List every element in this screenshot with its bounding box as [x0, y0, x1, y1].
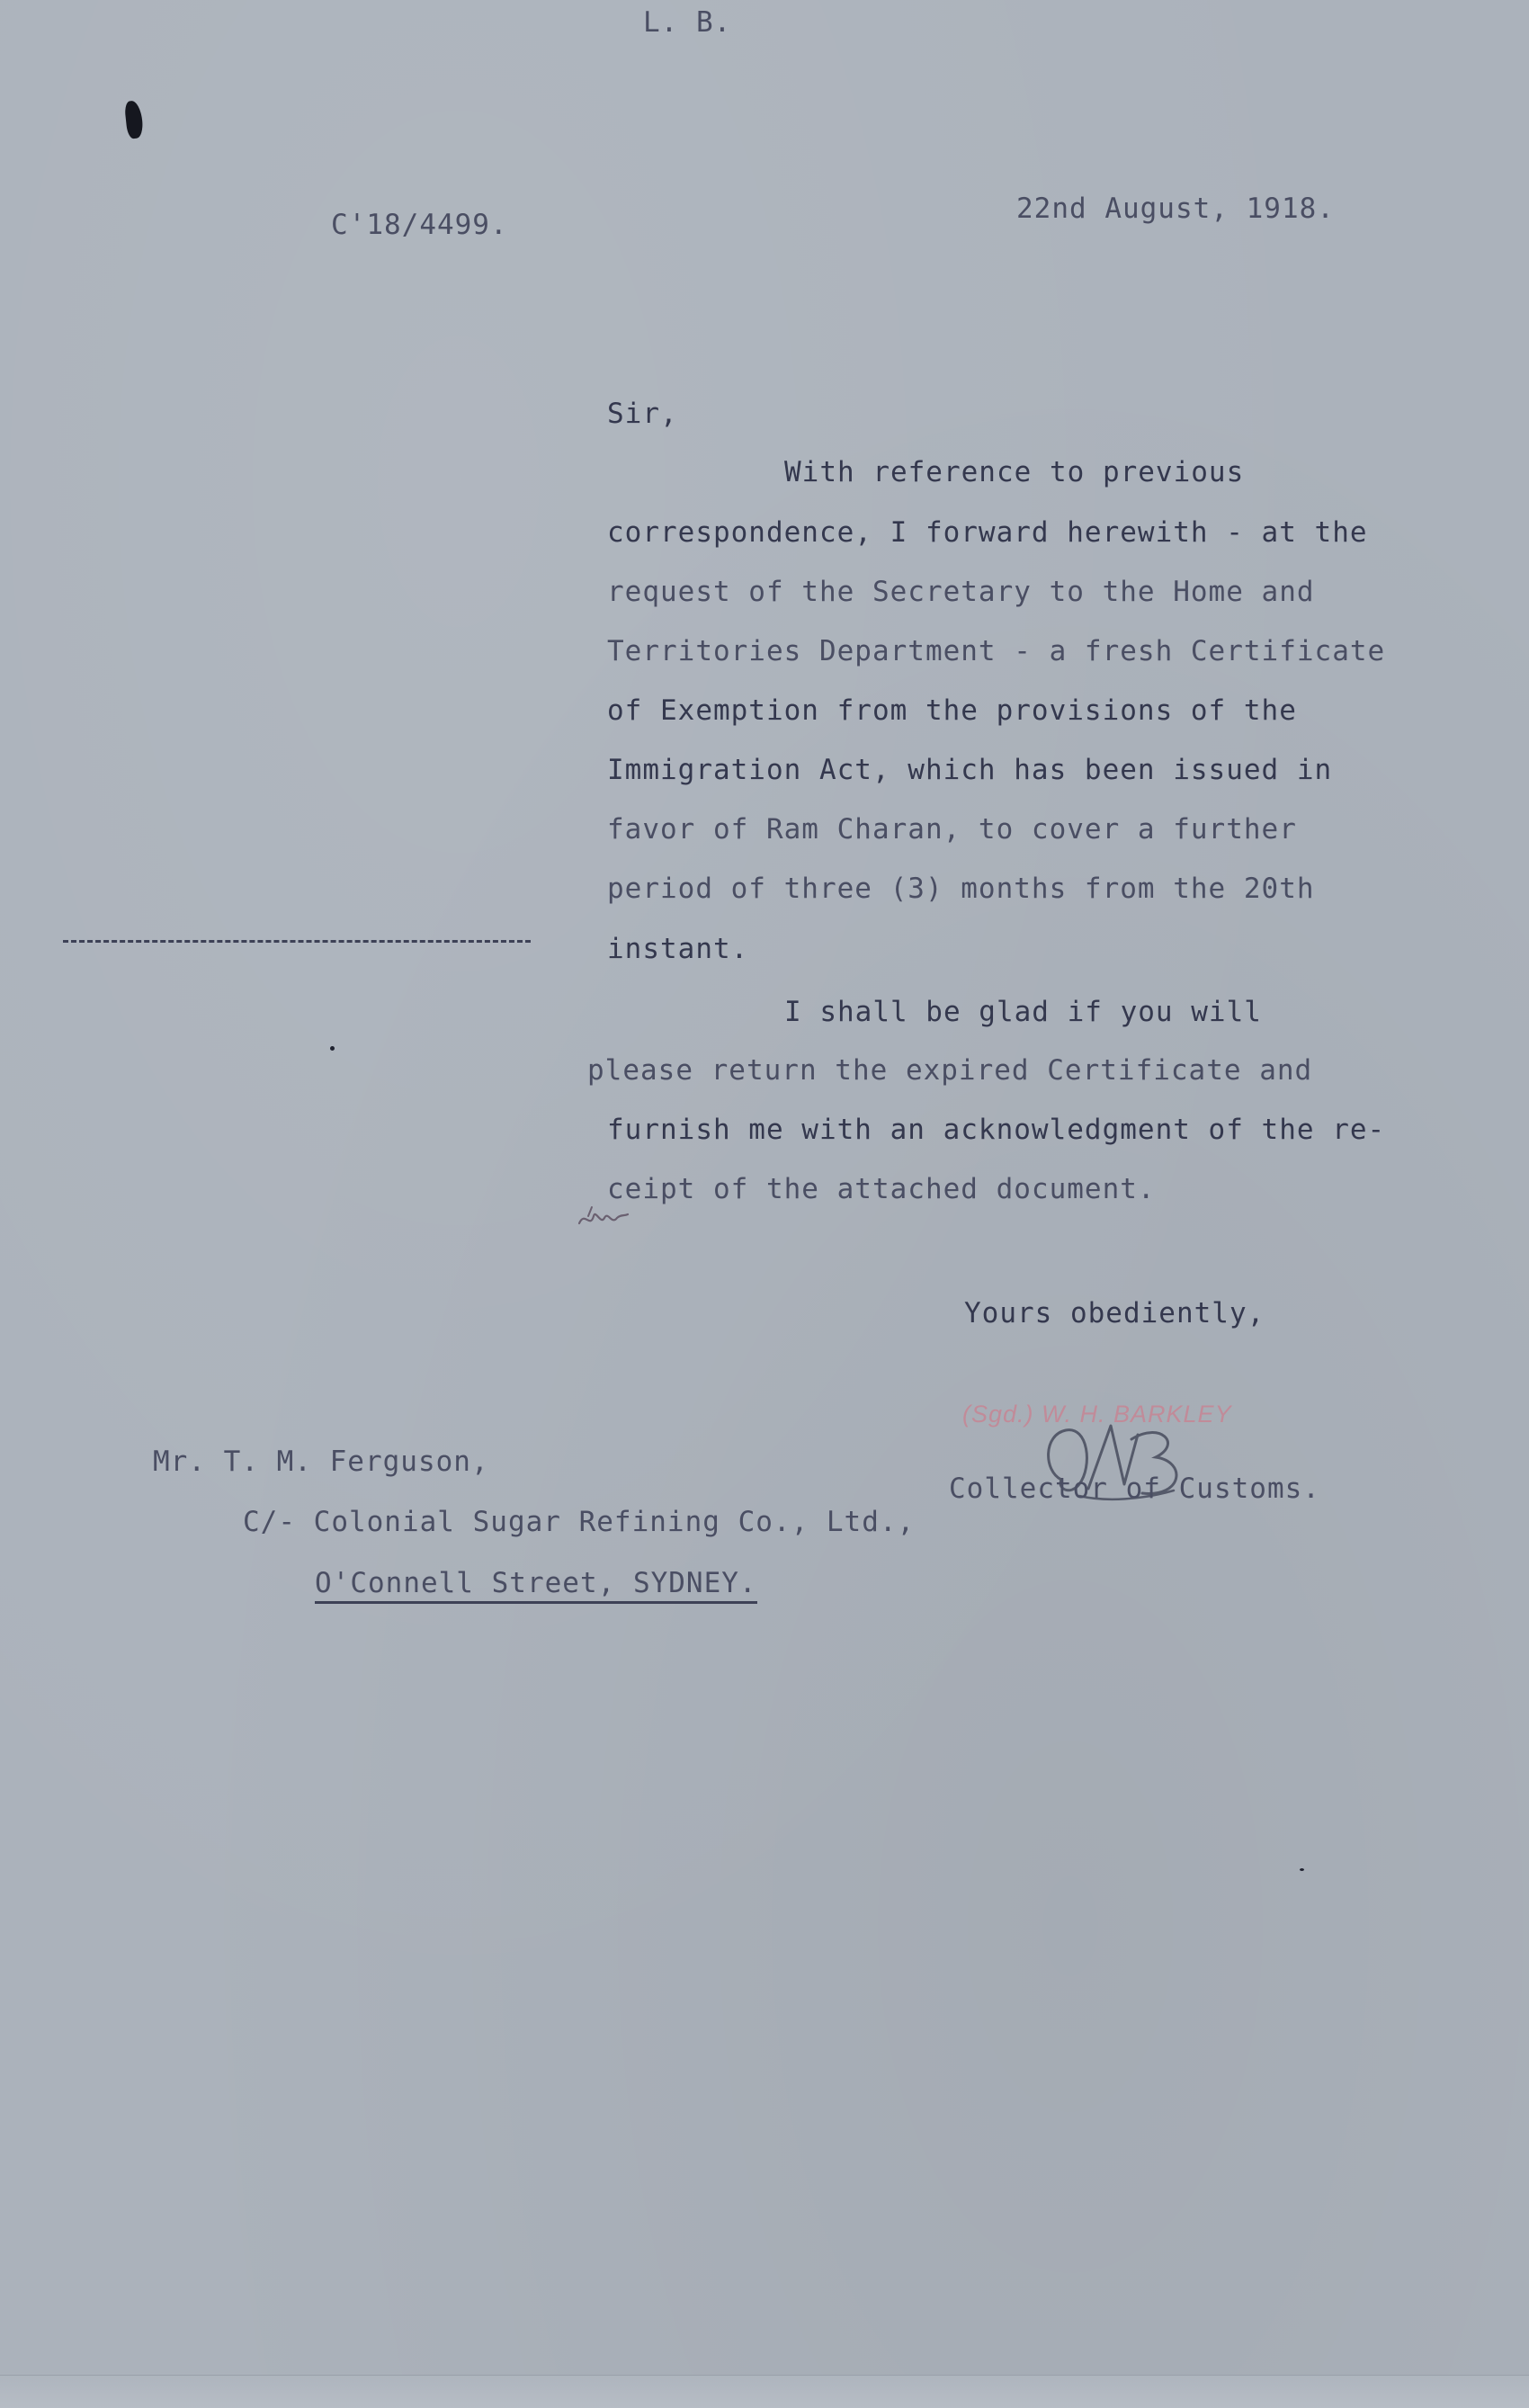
letter-date: 22nd August, 1918.	[1016, 192, 1335, 225]
paragraph-1-line: Territories Department - a fresh Certificate	[607, 635, 1386, 667]
closing: Yours obediently,	[964, 1297, 1265, 1329]
paragraph-1-line: of Exemption from the provisions of the	[607, 694, 1297, 727]
header-code: L. B.	[643, 6, 732, 39]
salutation: Sir,	[607, 398, 678, 430]
addressee-street: O'Connell Street, SYDNEY.	[315, 1570, 757, 1604]
paragraph-1-line: correspondence, I forward herewith - at the	[607, 516, 1368, 549]
paragraph-2-line: furnish me with an acknowledgment of the re-	[607, 1114, 1386, 1146]
signatory-title: Collector of Customs.	[949, 1473, 1320, 1505]
addressee-name: Mr. T. M. Ferguson,	[153, 1446, 489, 1478]
reference-number: C'18/4499.	[331, 209, 508, 241]
paragraph-1-line: instant.	[607, 933, 749, 965]
paper-speck	[1300, 1868, 1304, 1871]
paragraph-2-line: I shall be glad if you will	[784, 996, 1262, 1028]
signature-stamp: (Sgd.) W. H. BARKLEY	[962, 1401, 1232, 1428]
paragraph-1-line: request of the Secretary to the Home and	[607, 576, 1315, 608]
paper-speck	[330, 1046, 335, 1051]
dashed-divider	[63, 940, 531, 943]
paragraph-1-line: Immigration Act, which has been issued in	[607, 754, 1333, 786]
paragraph-1-line: period of three (3) months from the 20th	[607, 873, 1315, 905]
paragraph-1-line: favor of Ram Charan, to cover a further	[607, 813, 1297, 846]
paragraph-2-line: ceipt of the attached document.	[607, 1173, 1156, 1205]
handwritten-initials	[576, 1198, 630, 1234]
page-fold	[0, 2375, 1529, 2408]
paragraph-1-line: With reference to previous	[784, 456, 1245, 488]
paragraph-2-line: please return the expired Certificate and	[587, 1054, 1313, 1087]
ink-blot	[124, 100, 144, 139]
addressee-company: C/- Colonial Sugar Refining Co., Ltd.,	[243, 1506, 916, 1538]
